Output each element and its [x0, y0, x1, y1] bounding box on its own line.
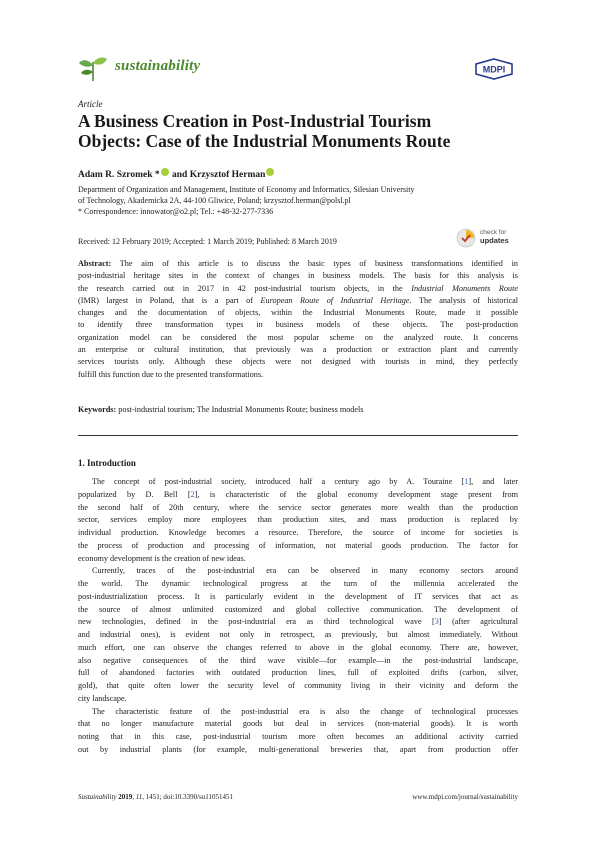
body-line: that no longer manufacture material goods but deal in services (non-material goods). It is worth: [78, 719, 518, 729]
body-line: gold), that quite often lower the security level of community living in their vicinity and deform the: [78, 681, 518, 690]
body-line: also negative consequences of the third wave visible—for example—in the post-industrial landscape,: [78, 655, 518, 665]
abstract: [78, 258, 518, 381]
author-herman[interactable]: Krzysztof Herman: [189, 170, 266, 180]
check-updates-line2: updates: [480, 236, 509, 245]
reference-link[interactable]: 2: [190, 489, 195, 499]
orcid-icon[interactable]: [161, 168, 169, 176]
publication-dates: Received: 12 February 2019; Accepted: 1 March 2019; Published: 8 March 2019: [78, 237, 337, 246]
abstract-line: Abstract: The aim of this article is to discuss the basic types of business transformations identified in: [78, 259, 518, 268]
body-line: full of abandoned factories with outdated production lines, full of exploited drifts (carbon, silver,: [78, 668, 518, 678]
affiliation-line: Department of Organization and Management, Institute of Economy and Informatics, Silesian University: [78, 185, 415, 194]
abstract-line: services tourists only. Although these objects were not designed with tourists in mind, they perfectly: [78, 357, 518, 367]
article-title: [78, 111, 518, 151]
abstract-line: changes and the documentation of objects, within the Industrial Monuments Route, made it possible: [78, 308, 518, 318]
check-updates-line1: check for: [480, 229, 507, 236]
article-type: Article: [78, 99, 103, 109]
title-line: Objects: Case of the Industrial Monuments Route: [78, 131, 451, 151]
author-list: [78, 168, 275, 180]
abstract-line: an enterprise or cultural institution, that previously was a production or extraction plant and currently: [78, 345, 518, 355]
body-line: The concept of post-industrial society, introduced half a century ago by A. Touraine [1], and later: [92, 477, 518, 486]
section-heading: 1. Introduction: [78, 458, 136, 468]
reference-link[interactable]: 3: [434, 617, 439, 627]
body-line: Currently, traces of the post-industrial era can be observed in many economy sectors around: [92, 566, 518, 576]
section-divider: [78, 435, 518, 436]
correspondence-line: * Correspondence: innowator@o2.pl; Tel.: +48-32-277-7336: [78, 207, 274, 216]
body-line: city landscape.: [78, 693, 127, 703]
body-line: the source of almost unlimited customized and global collective communication. The development of: [78, 604, 518, 614]
body-line: The characteristic feature of the post-industrial era is also the change of technological processes: [92, 706, 518, 716]
affiliation-line: of Technology, Akademicka 2A, 44-100 Gliwice, Poland; krzysztof.herman@polsl.pl: [78, 196, 351, 205]
keywords-label: Keywords:: [78, 405, 117, 414]
body-line: out by industrial plants (for example, multi-generational breweries that, apart from production offer: [78, 744, 518, 754]
reference-link[interactable]: 1: [464, 477, 469, 486]
title-line: A Business Creation in Post-Industrial Tourism: [78, 111, 432, 131]
abstract-line: post-industrial heritage sites in the context of changes in business models. The basis for this analysis is: [78, 271, 518, 281]
body-line: the world. The dynamic technological progress at the turn of the millennia accelerated the: [78, 579, 518, 588]
abstract-line: fulfill this function due to the presented transformations.: [78, 369, 264, 379]
author-separator: and: [169, 170, 190, 180]
journal-leaf-logo: [78, 56, 108, 82]
check-updates-icon: [456, 228, 476, 248]
abstract-line: (IMR) largest in Poland, that is a part of European Route of Industrial Heritage. The analysis of historical: [78, 295, 518, 305]
body-line: and industrial ones), is evident not only in retrospect, as previously, but almost immediately. Without: [78, 630, 518, 639]
body-line: individual production. Knowledge becomes a resource. Therefore, the source of income for societies is: [78, 528, 518, 537]
footer-journal-url[interactable]: www.mdpi.com/journal/sustainability: [412, 793, 518, 801]
keywords: [78, 405, 518, 414]
body-line: noting that in this case, post-industrial tourism more often becomes an additional activity carried: [78, 732, 518, 741]
check-for-updates-button[interactable]: [456, 227, 518, 249]
orcid-icon[interactable]: [266, 168, 274, 176]
mdpi-logo[interactable]: [474, 58, 514, 80]
abstract-label: Abstract:: [78, 259, 112, 268]
footer-citation: Sustainability 2019, 11, 1451; doi:10.3390/su11051451: [78, 793, 233, 801]
abstract-line: organization model can be considered the most popular scheme on the analyzed route. It concerns: [78, 332, 518, 342]
abstract-line: the research carried out in 2017 in 42 post-industrial tourism objects, in the Industrial Monuments Route: [78, 283, 518, 293]
body-line: new technologies, defined in the post-industrial era as third technological wave [3] (after agricultural: [78, 617, 518, 627]
publisher-name: MDPI: [482, 64, 506, 75]
body-line: much effort, one can observe the changes referred to above in the global economy. There are, however,: [78, 642, 518, 652]
body-line: popularized by D. Bell [2], is characteristic of the global economy development stage present from: [78, 489, 518, 499]
body-line: the second half of 20th century, where the service sector generates more wealth than the production: [78, 502, 518, 512]
journal-name: sustainability: [115, 58, 201, 74]
body-line: post-industrialization process. It is particularly evident in the development of IT services that act as: [78, 591, 518, 601]
body-line: sector, services employ more employees than production sites, and mass production is replaced by: [78, 515, 518, 525]
keywords-text: post-industrial tourism; The Industrial Monuments Route; business models: [116, 405, 364, 414]
affiliations: [78, 184, 518, 217]
body-line: economy development is the creation of new ideas.: [78, 553, 246, 563]
body-line: the process of production and processing of information, not material goods production. The factor for: [78, 540, 518, 550]
abstract-line: to identify three transformation types in business models of these objects. The post-production: [78, 320, 518, 330]
author-szromek[interactable]: Adam R. Szromek *: [78, 170, 160, 180]
introduction-body: [78, 476, 518, 757]
